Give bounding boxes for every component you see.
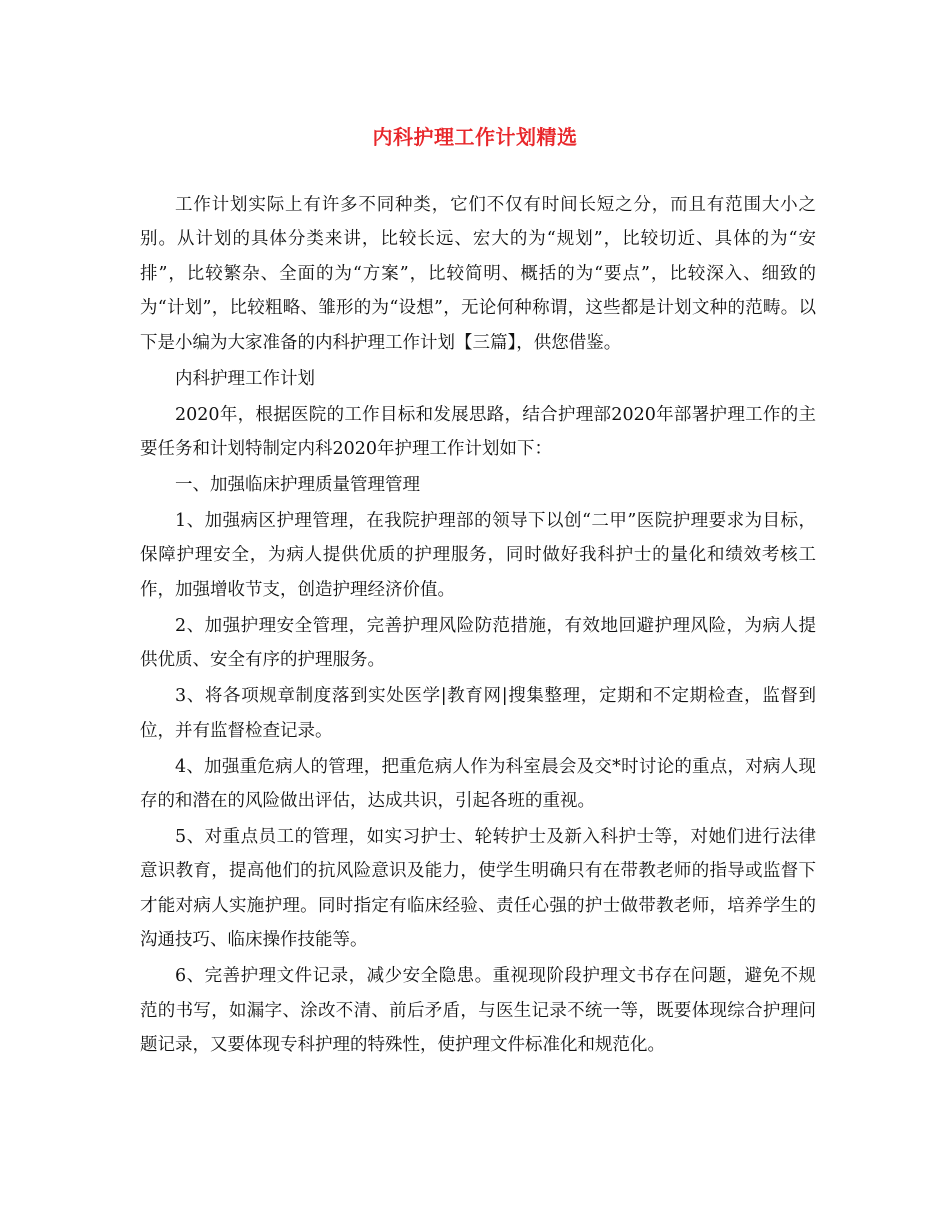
intro-paragraph: 工作计划实际上有许多不同种类，它们不仅有时间长短之分，而且有范围大小之别。从计划的具体分类来讲，比较长远、宏大的为“规划”，比较切近、具体的为“安排”，比较繁杂、全面的为“方案”，比较简明、概括的为“要点”，比较深入、细致的为“计划”，比较粗略、雏形的为“设想”，无论何种称谓，这些都是计划文种的范畴。以下是小编为大家准备的内科护理工作计划【三篇】，供您借鉴。 — [140, 195, 816, 353]
subsection-heading: 一、加强临床护理质量管理管理 — [175, 475, 420, 496]
section-heading: 内科护理工作计划 — [175, 368, 315, 389]
list-item: 6、完善护理文件记录，减少安全隐患。重视现阶段护理文书存在问题，避免不规范的书写，如漏字、涂改不清、前后矛盾，与医生记录不统一等，既要体现综合护理问题记录，又要体现专科护理的特殊性，使护理文件标准化和规范化。 — [140, 966, 816, 1056]
list-item: 2、加强护理安全管理，完善护理风险防范措施，有效地回避护理风险，为病人提供优质、安全有序的护理服务。 — [140, 615, 816, 671]
plan-overview-paragraph: 2020年，根据医院的工作目标和发展思路，结合护理部2020年部署护理工作的主要任务和计划特制定内科2020年护理工作计划如下： — [140, 404, 816, 460]
document-body — [140, 188, 816, 1064]
list-item: 1、加强病区护理管理，在我院护理部的领导下以创“二甲”医院护理要求为目标，保障护理安全，为病人提供优质的护理服务，同时做好我科护士的量化和绩效考核工作，加强增收节支，创造护理经济价值。 — [140, 511, 816, 600]
document-title: 内科护理工作计划精选 — [372, 125, 578, 149]
list-item: 3、将各项规章制度落到实处医学|教育网|搜集整理，定期和不定期检查，监督到位，并有监督检查记录。 — [140, 686, 816, 741]
list-item: 4、加强重危病人的管理，把重危病人作为科室晨会及交*时讨论的重点，对病人现存的和潜在的风险做出评估，达成共识，引起各班的重视。 — [140, 756, 816, 812]
list-item: 5、对重点员工的管理，如实习护士、轮转护士及新入科护士等，对她们进行法律意识教育，提高他们的抗风险意识及能力，使学生明确只有在带教老师的指导或监督下才能对病人实施护理。同时指定有临床经验、责任心强的护士做带教老师，培养学生的沟通技巧、临床操作技能等。 — [140, 827, 816, 951]
